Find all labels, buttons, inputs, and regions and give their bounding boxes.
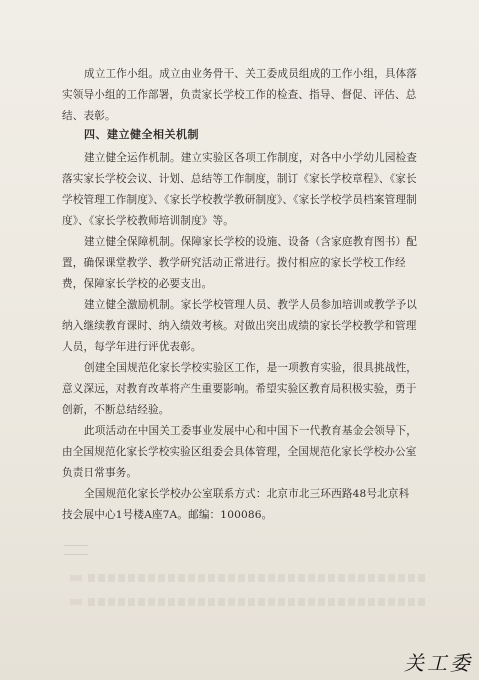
paragraph-working-group: 成立工作小组。成立由业务骨干、关工委成员组成的工作小组，具体落实领导小组的工作部署，负责家长学校工作的检查、指导、督促、评估、总结、表彰。 [62, 68, 418, 122]
show-through-mark [70, 599, 82, 605]
paragraph-operation-mechanism: 建立健全运作机制。建立实验区各项工作制度，对各中小学幼儿园检查落实家长学校会议、计划、总结等工作制度，制订《家长学校章程》、《家长学校管理工作制度》、《家长学校教学教研制度》、《家长学校学员档案管理制度》、《家长学校教师培训制度》等。 [62, 152, 418, 227]
show-through-mark [70, 575, 82, 581]
show-through-line [88, 574, 428, 582]
paragraph-contact-info: 全国规范化家长学校办公室联系方式：北京市北三环西路48号北京科技会展中心1号楼A座7A。邮编：100086。 [62, 488, 410, 521]
faint-stamp-mark [64, 545, 88, 555]
paragraph-management: 此项活动在中国关工委事业发展中心和中国下一代教育基金会领导下，由全国规范化家长学校实验区组委会具体管理，全国规范化家长学校办公室负责日常事务。 [62, 425, 418, 479]
paragraph-experiment-significance: 创建全国规范化家长学校实验区工作，是一项教育实验，很具挑战性，意义深远，对教育改革将产生重要影响。希望实验区教育局积极实验，勇于创新，不断总结经验。 [62, 362, 418, 416]
section-heading: 四、建立健全相关机制 [84, 128, 199, 141]
paragraph-incentive-mechanism: 建立健全激励机制。家长学校管理人员、教学人员参加培训或教学予以纳入继续教育课时、纳入绩效考核。对做出突出成绩的家长学校教学和管理人员，每学年进行评优表彰。 [62, 299, 418, 353]
show-through-line [88, 598, 428, 606]
footer-logo: 关工委 [404, 651, 473, 675]
paragraph-guarantee-mechanism: 建立健全保障机制。保障家长学校的设施、设备（含家庭教育图书）配置，确保课堂教学、教学研究活动正常进行。拨付相应的家长学校工作经费，保障家长学校的必要支出。 [62, 236, 418, 290]
